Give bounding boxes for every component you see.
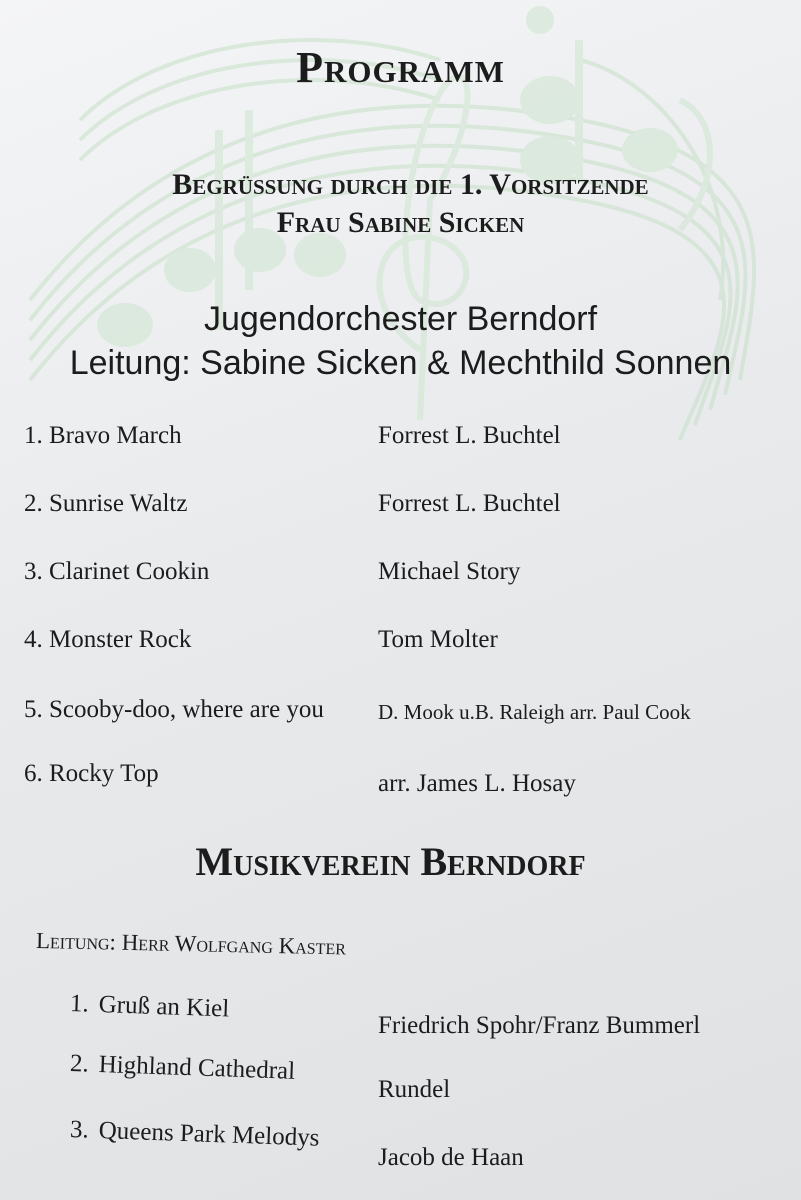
youth-orchestra-conductors: Leitung: Sabine Sicken & Mechthild Sonnen bbox=[69, 344, 732, 382]
list-item bbox=[0, 1050, 801, 1103]
piece-composer: Forrest L. Buchtel bbox=[378, 422, 561, 449]
piece-title-text: Highland Cathedral bbox=[98, 1051, 296, 1085]
list-item bbox=[0, 626, 801, 666]
piece-composer: Rundel bbox=[378, 1076, 451, 1103]
piece-title-text: Queens Park Melodys bbox=[98, 1117, 320, 1152]
musikverein-name: Musikverein Berndorf bbox=[195, 839, 586, 884]
program-title: Programm bbox=[296, 43, 505, 92]
youth-orchestra-name: Jugendorchester Berndorf bbox=[203, 300, 598, 338]
piece-composer: Forrest L. Buchtel bbox=[378, 490, 561, 517]
piece-composer: Friedrich Spohr/Franz Bummerl bbox=[378, 1012, 701, 1039]
piece-title bbox=[70, 1116, 320, 1153]
list-item bbox=[0, 490, 801, 530]
piece-title: 4. Monster Rock bbox=[24, 626, 192, 653]
piece-composer: Jacob de Haan bbox=[378, 1144, 524, 1171]
piece-composer: arr. James L. Hosay bbox=[378, 770, 576, 797]
piece-composer: Michael Story bbox=[378, 558, 521, 585]
list-item bbox=[0, 760, 801, 800]
greeting-line-2: Frau Sabine Sicken bbox=[276, 206, 525, 239]
piece-title bbox=[70, 1050, 296, 1086]
piece-title: 2. Sunrise Waltz bbox=[24, 490, 188, 517]
piece-number: 3. bbox=[69, 1116, 90, 1144]
piece-composer: D. Mook u.B. Raleigh arr. Paul Cook bbox=[378, 700, 691, 724]
piece-number: 2. bbox=[69, 1050, 90, 1078]
list-item bbox=[0, 422, 801, 462]
piece-title: 6. Rocky Top bbox=[24, 760, 159, 787]
piece-title: 3. Clarinet Cookin bbox=[24, 558, 210, 585]
list-item bbox=[0, 1116, 801, 1171]
piece-title: 5. Scooby-doo, where are you bbox=[24, 696, 324, 723]
greeting-line-1: Begrüßung durch die 1. Vorsitzende bbox=[172, 168, 649, 201]
piece-title-text: Gruß an Kiel bbox=[98, 991, 230, 1023]
musikverein-conductor: Leitung: Herr Wolfgang Kaster bbox=[35, 928, 347, 960]
piece-composer: Tom Molter bbox=[378, 626, 498, 653]
piece-title bbox=[70, 990, 230, 1024]
list-item bbox=[0, 990, 801, 1039]
list-item bbox=[0, 558, 801, 598]
list-item bbox=[0, 696, 801, 736]
piece-number: 1. bbox=[69, 990, 90, 1018]
piece-title: 1. Bravo March bbox=[24, 422, 182, 449]
